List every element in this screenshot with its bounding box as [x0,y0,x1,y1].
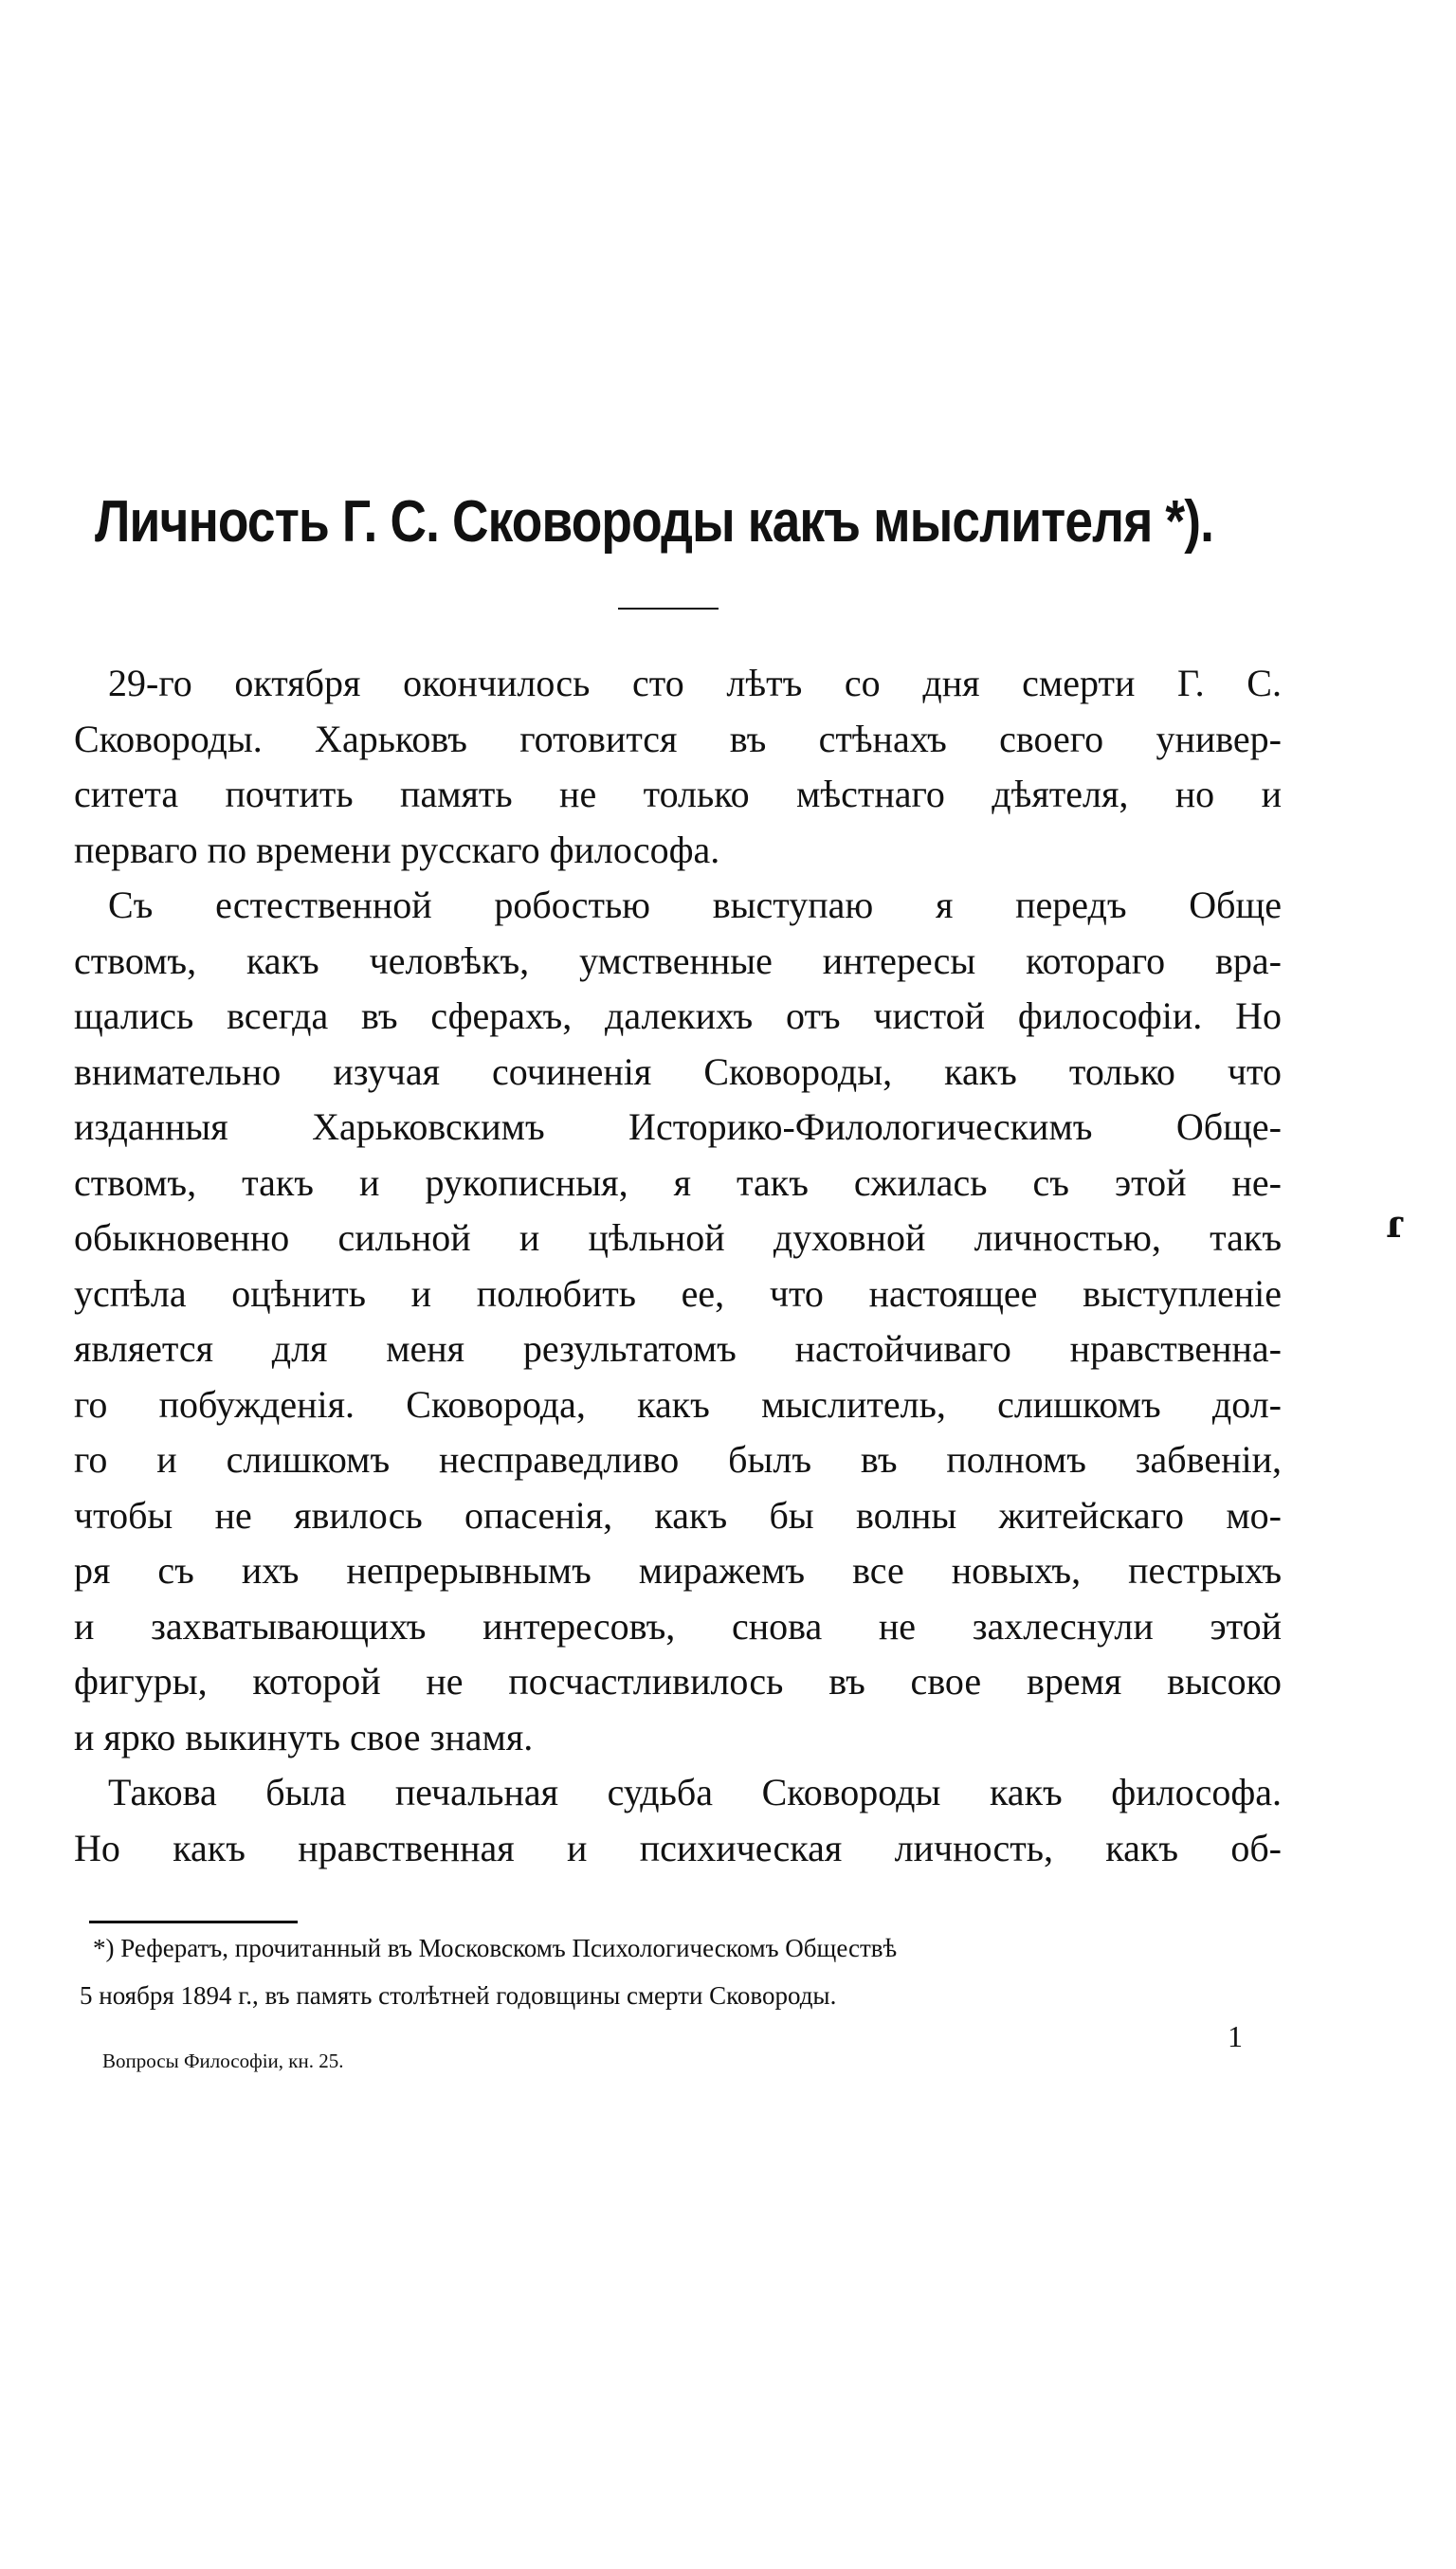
text-line: го побужденія. Сковорода, какъ мыслитель, слишкомъ дол- [74,1382,1282,1426]
text-line: ситета почтить память не только мѣстнаго дѣятеля, но и [74,773,1282,815]
title-divider [618,608,719,610]
text-line: ствомъ, какъ человѣкъ, умственные интересы котораго вра- [74,938,1282,982]
text-line: чтобы не явилось опасенія, какъ бы волны житейскаго мо- [74,1493,1282,1537]
journal-signature: Вопросы Философіи, кн. 25. [102,2050,344,2072]
footnote-line: 5 ноября 1894 г., въ память столѣтней годовщины смерти Сковороды. [80,1981,837,2010]
text-line: обыкновенно сильной и цѣльной духовной личностью, такъ [74,1216,1282,1259]
text-line: фигуры, которой не посчастливилось въ свое время высоко [74,1660,1282,1703]
margin-mark: ɾ [1386,1202,1404,1247]
page-number: 1 [1228,2019,1243,2053]
text-line: успѣла оцѣнить и полюбить ее, что настоящее выступленіе [74,1271,1282,1315]
footnote-divider [89,1921,298,1923]
text-line: го и слишкомъ несправедливо былъ въ полномъ забвеніи, [74,1438,1282,1481]
text-line: является для меня результатомъ настойчиваго нравственна- [74,1327,1282,1370]
footnote-line: *) Рефератъ, прочитанный въ Московскомъ Психологическомъ Обществѣ [93,1934,898,1962]
text-line: ря съ ихъ непрерывнымъ миражемъ все новыхъ, пестрыхъ [74,1549,1282,1592]
text-line: Такова была печальная судьба Сковороды какъ философа. [108,1771,1282,1813]
text-line: изданныя Харьковскимъ Историко-Филологическимъ Обще- [74,1105,1282,1148]
page-title: Личность Г. С. Сковороды какъ мыслителя *). [95,489,1214,555]
text-line: Съ естественной робостью выступаю я передъ Обще [108,884,1282,926]
body-text [74,656,1282,1876]
text-line: Сковороды. Харьковъ готовится въ стѣнахъ своего универ- [74,717,1282,760]
text-line: и ярко выкинуть свое знамя. [74,1715,534,1758]
text-line: 29-го октября окончилось сто лѣтъ со дня смерти Г. С. [108,662,1282,704]
text-line: ствомъ, такъ и рукописныя, я такъ сжилась съ этой не- [74,1160,1282,1204]
text-line: перваго по времени русскаго философа. [74,828,720,871]
text-line: и захватывающихъ интересовъ, снова не захлеснули этой [74,1604,1282,1648]
text-line: Но какъ нравственная и психическая личность, какъ об- [74,1826,1282,1869]
text-line: внимательно изучая сочиненія Сковороды, какъ только что [74,1049,1282,1093]
text-line: щались всегда въ сферахъ, далекихъ отъ чистой философіи. Но [74,994,1282,1037]
